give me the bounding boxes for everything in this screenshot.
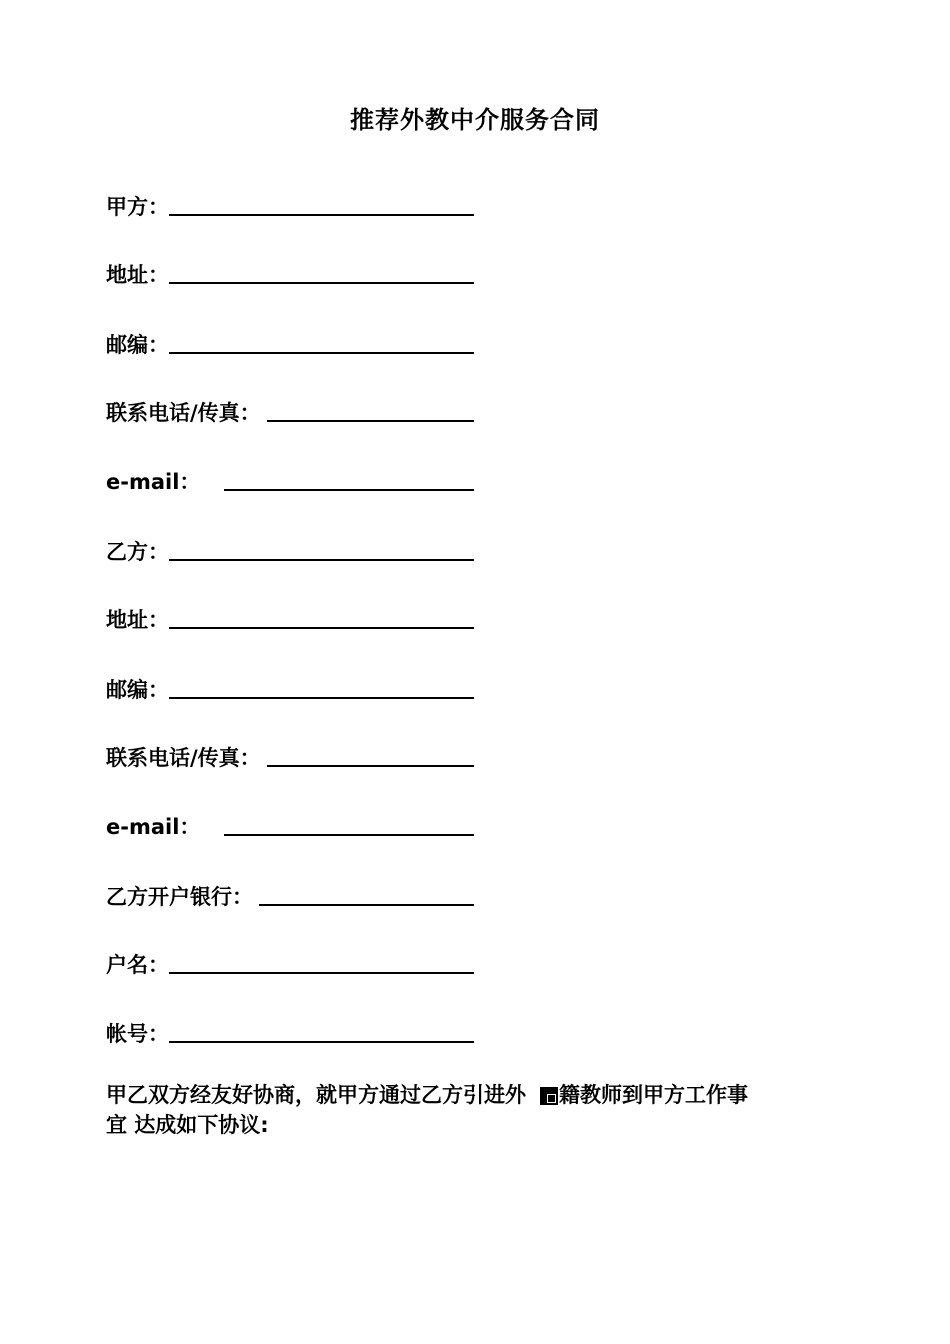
- fill-in-blank: [224, 812, 474, 836]
- missing-glyph-icon: [540, 1087, 558, 1105]
- party-b-field: [106, 531, 474, 565]
- document-title: 推荐外教中介服务合同: [350, 105, 600, 134]
- fill-in-blank: [267, 398, 474, 422]
- fill-in-blank: [169, 537, 474, 561]
- party-b-bank-field: [106, 876, 474, 910]
- party-a-field: [106, 186, 474, 220]
- fill-in-blank: [224, 467, 474, 491]
- party-b-phone-fax-field: [106, 737, 474, 771]
- field-label: e-mail：: [106, 815, 201, 839]
- party-a-address-field: [106, 254, 474, 288]
- field-label: 帐号：: [106, 1022, 169, 1046]
- fill-in-blank: [169, 192, 474, 216]
- intro-paragraph: [106, 1080, 846, 1140]
- fill-in-blank: [169, 605, 474, 629]
- field-label: 邮编：: [106, 678, 169, 702]
- field-label: 乙方开户银行：: [106, 885, 253, 909]
- fill-in-blank: [169, 260, 474, 284]
- party-a-phone-fax-field: [106, 392, 474, 426]
- field-label: 户名：: [106, 953, 169, 977]
- field-label: 地址：: [106, 608, 169, 632]
- fill-in-blank: [169, 950, 474, 974]
- intro-line-1: 甲乙双方经友好协商，就甲方通过乙方引进外 籍教师到甲方工作事: [106, 1083, 748, 1107]
- party-a-postcode-field: [106, 324, 474, 358]
- field-label: 邮编：: [106, 333, 169, 357]
- field-label: 甲方：: [106, 195, 169, 219]
- field-label: 联系电话/传真：: [106, 746, 261, 770]
- field-label: 联系电话/传真：: [106, 401, 261, 425]
- fill-in-blank: [169, 330, 474, 354]
- party-a-email-field: [106, 461, 474, 495]
- intro-line-2: 宜 达成如下协议:: [106, 1113, 269, 1137]
- field-label: 乙方：: [106, 540, 169, 564]
- fill-in-blank: [169, 1019, 474, 1043]
- party-b-email-field: [106, 806, 474, 840]
- fill-in-blank: [169, 675, 474, 699]
- account-name-field: [106, 944, 474, 978]
- field-label: e-mail：: [106, 470, 201, 494]
- party-b-address-field: [106, 599, 474, 633]
- party-b-postcode-field: [106, 669, 474, 703]
- fill-in-blank: [259, 882, 474, 906]
- fill-in-blank: [267, 743, 474, 767]
- field-label: 地址：: [106, 263, 169, 287]
- account-number-field: [106, 1013, 474, 1047]
